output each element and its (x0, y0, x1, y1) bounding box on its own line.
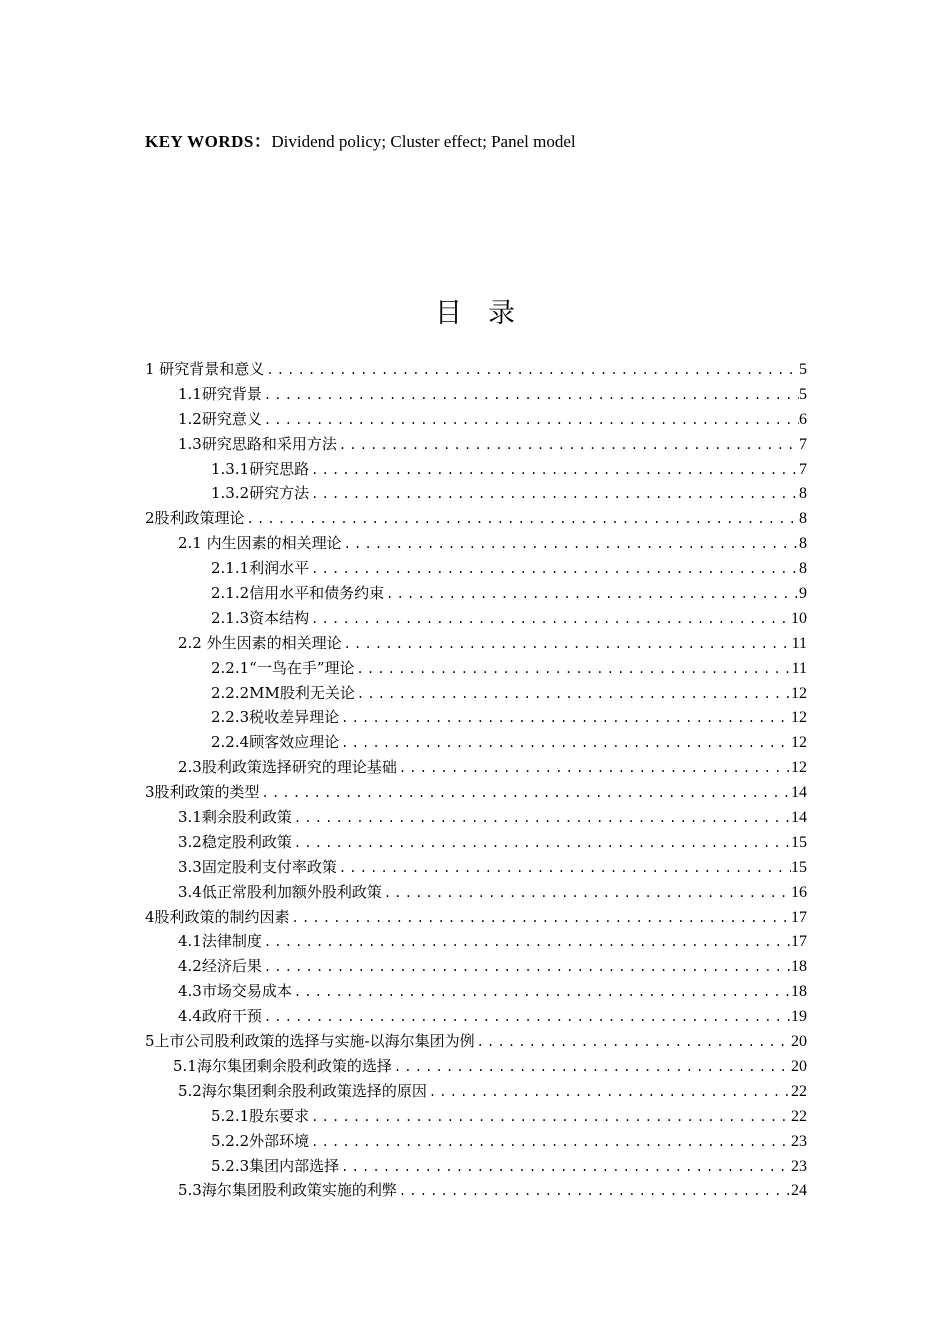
toc-entry-text: 2.2.4顾客效应理论 (211, 733, 340, 752)
toc-entry-text: 1.3研究思路和采用方法 (178, 434, 337, 453)
toc-entry-text: 2.2 外生因素的相关理论 (178, 633, 342, 652)
toc-entry-page: 18 (791, 958, 807, 976)
toc-entry-page: 6 (799, 410, 807, 428)
toc-entry[interactable] (145, 1104, 807, 1129)
toc-entry-page: 22 (791, 1082, 807, 1100)
toc-entry-page: 18 (791, 983, 807, 1001)
toc-entry-text: 4.3市场交易成本 (178, 982, 292, 1001)
toc-entry-text: 5.2.2外部环境 (211, 1131, 310, 1150)
toc-entry-page: 10 (791, 609, 807, 627)
toc-entry[interactable] (145, 506, 807, 531)
toc-entry-text: 2.2.2MM股利无关论 (211, 683, 355, 702)
toc-entry[interactable] (145, 631, 807, 656)
toc-entry[interactable] (145, 1029, 807, 1054)
toc-entry-page: 17 (791, 933, 807, 951)
toc-entry-text: 3.2稳定股利政策 (178, 832, 292, 851)
table-of-contents (145, 357, 807, 1203)
toc-entry[interactable] (145, 979, 807, 1004)
toc-entry-page: 15 (791, 858, 807, 876)
toc-entry-text: 2.2.3税收差异理论 (211, 708, 340, 727)
toc-leader-dots (262, 955, 791, 979)
toc-entry[interactable] (145, 1004, 807, 1029)
toc-leader-dots (262, 1005, 791, 1029)
toc-entry-text: 4.2经济后果 (178, 957, 262, 976)
toc-entry-page: 22 (791, 1107, 807, 1125)
toc-entry-text: 4.4政府干预 (178, 1007, 262, 1026)
toc-leader-dots (382, 881, 791, 905)
toc-leader-dots (262, 930, 791, 954)
toc-entry[interactable] (145, 656, 807, 681)
toc-entry[interactable] (145, 1129, 807, 1154)
toc-entry-text: 1.3.2研究方法 (211, 484, 310, 503)
toc-entry-page: 24 (791, 1182, 807, 1200)
toc-entry-text: 2.3股利政策选择研究的理论基础 (178, 758, 397, 777)
toc-entry[interactable] (145, 1154, 807, 1179)
toc-entry-page: 7 (799, 435, 807, 453)
toc-entry[interactable] (145, 357, 807, 382)
toc-entry-page: 15 (791, 833, 807, 851)
toc-leader-dots (309, 607, 791, 631)
toc-entry-text: 4.1法律制度 (178, 932, 262, 951)
toc-entry[interactable] (145, 880, 807, 905)
toc-entry-page: 11 (791, 659, 807, 677)
toc-leader-dots (337, 433, 799, 457)
toc-entry-text: 1.1研究背景 (178, 384, 262, 403)
toc-entry-text: 5.2.3集团内部选择 (211, 1156, 340, 1175)
toc-entry[interactable] (145, 681, 807, 706)
toc-leader-dots (339, 706, 791, 730)
toc-entry-page: 5 (799, 385, 807, 403)
toc-leader-dots (384, 582, 799, 606)
toc-leader-dots (260, 781, 791, 805)
toc-entry-text: 2股利政策理论 (145, 509, 245, 528)
toc-entry[interactable] (145, 556, 807, 581)
toc-entry[interactable] (145, 531, 807, 556)
toc-entry-text: 3.1剩余股利政策 (178, 808, 292, 827)
toc-entry-page: 8 (799, 560, 807, 578)
toc-entry[interactable] (145, 755, 807, 780)
toc-leader-dots (292, 980, 791, 1004)
toc-leader-dots (355, 682, 791, 706)
toc-entry[interactable] (145, 481, 807, 506)
toc-entry-text: 2.1 内生因素的相关理论 (178, 534, 342, 553)
toc-entry[interactable] (145, 954, 807, 979)
toc-leader-dots (309, 482, 799, 506)
toc-entry-page: 23 (791, 1132, 807, 1150)
toc-entry-text: 5上市公司股利政策的选择与实施-以海尔集团为例 (145, 1032, 475, 1051)
toc-leader-dots (355, 657, 792, 681)
toc-entry-page: 8 (799, 510, 807, 528)
keywords-line (145, 127, 576, 152)
toc-entry-page: 14 (791, 809, 807, 827)
toc-entry-text: 4股利政策的制约因素 (145, 907, 290, 926)
toc-leader-dots (392, 1055, 791, 1079)
toc-leader-dots (397, 1179, 791, 1203)
toc-entry-page: 12 (791, 709, 807, 727)
toc-leader-dots (427, 1080, 791, 1104)
toc-entry-page: 5 (799, 361, 807, 378)
toc-leader-dots (245, 507, 799, 531)
toc-entry[interactable] (145, 855, 807, 880)
toc-entry[interactable] (145, 581, 807, 606)
toc-leader-dots (342, 632, 792, 656)
toc-leader-dots (475, 1030, 791, 1054)
toc-entry-page: 14 (791, 784, 807, 802)
toc-entry-page: 7 (799, 460, 807, 478)
toc-entry-text: 5.3海尔集团股利政策实施的利弊 (178, 1181, 397, 1200)
toc-leader-dots (309, 1105, 791, 1129)
toc-entry-page: 17 (791, 908, 807, 926)
toc-entry[interactable] (145, 929, 807, 954)
toc-entry-text: 3.4低正常股利加额外股利政策 (178, 882, 382, 901)
toc-entry-text: 2.1.1利润水平 (211, 559, 310, 578)
toc-entry-text: 1.3.1研究思路 (211, 459, 310, 478)
toc-entry-page: 20 (791, 1057, 807, 1075)
toc-title: 目录 (435, 298, 541, 329)
toc-entry[interactable] (145, 432, 807, 457)
toc-entry-page: 20 (791, 1033, 807, 1051)
toc-leader-dots (309, 1130, 791, 1154)
toc-entry-page: 19 (791, 1008, 807, 1026)
toc-leader-dots (397, 756, 791, 780)
keywords-value: Dividend policy; Cluster effect; Panel model (271, 132, 576, 151)
toc-entry[interactable] (145, 730, 807, 755)
toc-entry-page: 23 (791, 1157, 807, 1175)
toc-entry[interactable] (145, 407, 807, 432)
toc-entry-text: 1.2研究意义 (178, 409, 262, 428)
toc-entry-text: 2.2.1“一鸟在手”理论 (211, 658, 355, 677)
toc-leader-dots (337, 856, 791, 880)
toc-leader-dots (262, 408, 799, 432)
toc-leader-dots (292, 831, 791, 855)
toc-entry-page: 8 (799, 535, 807, 553)
toc-entry-text: 2.1.2信用水平和债务约束 (211, 584, 385, 603)
toc-leader-dots (292, 806, 791, 830)
toc-leader-dots (309, 458, 799, 482)
toc-entry-page: 8 (799, 485, 807, 503)
toc-entry-text: 5.2.1股东要求 (211, 1106, 310, 1125)
toc-entry[interactable] (145, 905, 807, 930)
toc-leader-dots (339, 731, 791, 755)
toc-entry[interactable] (145, 1054, 807, 1079)
toc-entry[interactable] (145, 780, 807, 805)
toc-entry[interactable] (145, 457, 807, 482)
toc-entry-text: 3股利政策的类型 (145, 783, 260, 802)
toc-entry-page: 12 (791, 684, 807, 702)
toc-entry-text: 5.1海尔集团剩余股利政策的选择 (173, 1056, 392, 1075)
toc-entry-page: 16 (791, 883, 807, 901)
toc-leader-dots (342, 532, 799, 556)
toc-entry[interactable] (145, 606, 807, 631)
toc-entry[interactable] (145, 1178, 807, 1203)
toc-leader-dots (290, 906, 791, 930)
toc-entry-page: 11 (791, 634, 807, 652)
toc-entry-text: 3.3固定股利支付率政策 (178, 857, 337, 876)
toc-entry-page: 9 (799, 585, 807, 603)
toc-entry[interactable] (145, 830, 807, 855)
toc-entry-text: 5.2海尔集团剩余股利政策选择的原因 (178, 1081, 427, 1100)
toc-entry-text: 1 研究背景和意义 (145, 360, 265, 378)
toc-entry[interactable] (145, 1079, 807, 1104)
toc-leader-dots (309, 557, 799, 581)
toc-entry-page: 12 (791, 734, 807, 752)
toc-entry[interactable] (145, 382, 807, 407)
toc-entry-page: 12 (791, 759, 807, 777)
toc-leader-dots (262, 383, 799, 407)
toc-entry[interactable] (145, 705, 807, 730)
toc-leader-dots (339, 1155, 791, 1179)
toc-entry-text: 2.1.3资本结构 (211, 608, 310, 627)
toc-entry[interactable] (145, 805, 807, 830)
toc-leader-dots (264, 358, 799, 382)
keywords-label: KEY WORDS： (145, 132, 272, 151)
